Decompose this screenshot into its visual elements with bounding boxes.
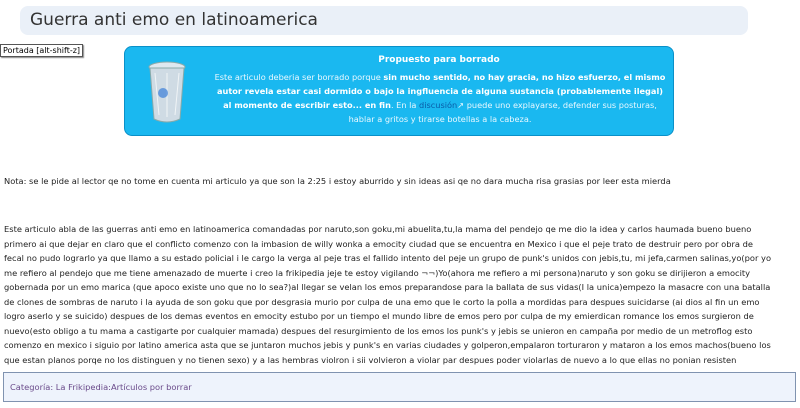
discussion-link[interactable]: discusión	[419, 100, 458, 110]
body-line: primero ai que dejar en claro que el conflicto comenzo con la imbasion de willy wonka a emocity ciudad que se encuentra en Mexico i que el peje trato de destruir pero por obra de	[4, 238, 754, 249]
body-line: de clones de sombras de naruto i la ayuda de son goku que por desgrasia murio por culpa de una emo que le corto la polla a mordidas para despues suicidarse (ai dios al fin un emo	[4, 296, 760, 307]
external-link-icon: ↗	[457, 100, 465, 110]
body-line: gobernada por un emo marica (que apoco existe uno que no lo sea?)al llegar se velan los emos preparandose para la ballata de sus vidas(I la unica)empezo la masacre con una batalla	[4, 282, 771, 292]
notice-text-part: Este articulo deberia ser borrado porque	[214, 72, 384, 82]
notice-reason: sin mucho sentido, no hay gracia, no hizo esfuerzo, el mismo autor revela estar casi dormido o bajo la ingfluencia de alguna sustancia (probablemente ilegal) al momento de escribir esto... en fin	[216, 72, 666, 110]
article-body	[4, 222, 771, 367]
deletion-notice	[124, 46, 674, 136]
page-title: Guerra anti emo en latinoamerica	[20, 6, 748, 35]
notice-text	[213, 70, 667, 126]
body-line: me refiero al pendejo que me tiene amenazado de muerte i creo la frikipedia jeje te estoy vigilando ¬¬)Yo(ahora me refiero a mi persona)naruto y son goku se dirijieron a emocity	[4, 267, 751, 278]
category-bar	[3, 372, 796, 402]
recycle-bin-icon	[147, 59, 187, 125]
notice-text-part: . En la	[390, 100, 420, 110]
body-line: que estan planos porqe no los distinguen y no tienen sexo) y a las hembras violron i sii volvieron a violar par despues poder violarlas de nuevo a lo que ellas no ponian resisten	[4, 354, 737, 365]
notice-text-part: puede uno explayarse, defender sus posturas, hablar a gritos y tirarse botellas a la cabeza.	[348, 100, 657, 124]
author-note: Nota: se le pide al lector qe no tome en cuenta mi articulo ya que son la 2:25 i estoy aburrido y sin ideas asi qe no dara mucha risa grasias por leer esta mierda	[4, 176, 671, 186]
body-line: logro aserlo y se suicido) despues de los demas eventos en emocity estubo por un tiempo el mundo libre de emos pero por culpa de my emierdican romance los emos surgieron de	[4, 311, 754, 321]
body-line: comenzo en mexico i siguio por latino america asta que se juntaron muchos jebis y punk's en varias ciudades y golperon,empalaron torturaron y mataron a los emos machos(bueno los	[4, 340, 771, 350]
category-link[interactable]: Categoría: La Frikipedia:Artículos por borrar	[10, 382, 192, 392]
body-line: fecal no pudo lograrlo ya que llamo a su estado policial i le cargo la verga al peje tras el fallido intento del peje un grupo de punk's unidos con jebis,tu, mi jefa,carmen salinas,yo(por yo	[4, 253, 772, 263]
body-line: nuevo(esto obligo a tu mama a castigarte por cualquier mamada) despues del resurgimiento de los emos los punk's y jebis se unieron en campaña por medio de un metroflog esto	[4, 325, 753, 336]
notice-title: Propuesto para borrado	[378, 55, 500, 65]
tooltip: Portada [alt-shift-z]	[0, 44, 83, 57]
body-line: Este articulo abla de las guerras anti emo en latinoamerica comandadas por naruto,son goku,mi abuelita,tu,la mama del pendejo qe me dio la idea y carlos haumada bueno bueno	[4, 224, 752, 234]
